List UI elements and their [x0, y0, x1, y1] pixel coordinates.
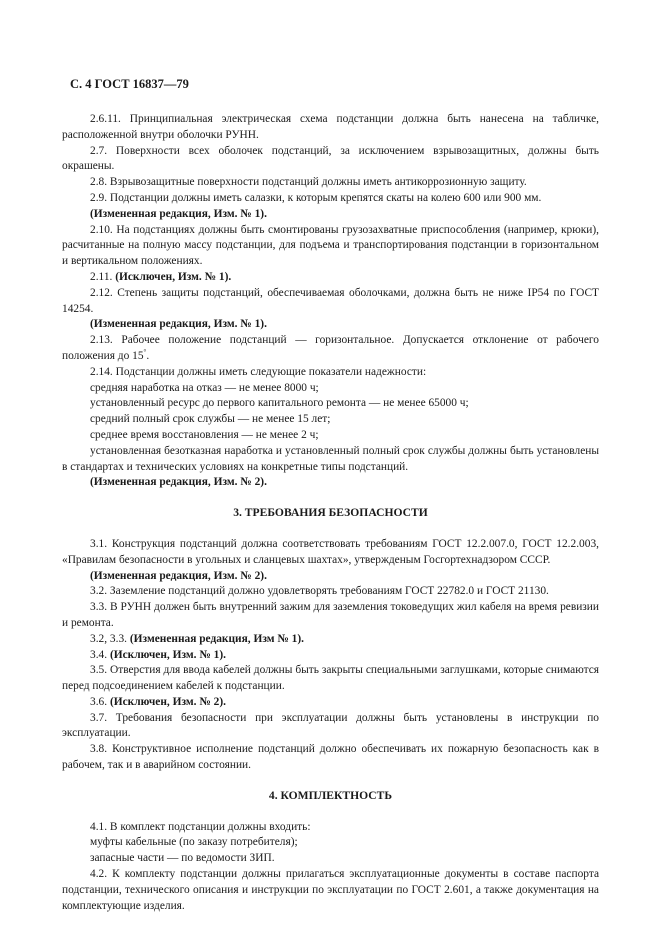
- paragraph-3-4: [62, 648, 599, 664]
- paragraph-2-12: 2.12. Степень защиты подстанций, обеспечиваемая оболочками, должна быть не ниже IP54 по ГОСТ 14254.: [62, 286, 599, 315]
- excluded-note: (Исключен, Изм. № 2).: [109, 695, 226, 708]
- paragraph-3-2-3-3-note: [62, 632, 599, 648]
- clause-number: 3.6.: [90, 695, 110, 708]
- kit-item: запасные части — по ведомости ЗИП.: [90, 852, 275, 865]
- paragraph-2-11: [62, 270, 599, 286]
- degree-sign: °: [143, 347, 147, 356]
- page-header: С. 4 ГОСТ 16837—79: [70, 77, 189, 91]
- clause-number: 3.4.: [90, 648, 110, 661]
- reliability-item: установленный ресурс до первого капитального ремонта — не менее 65000 ч;: [90, 397, 469, 410]
- excluded-note: (Исключен, Изм. № 1).: [109, 648, 226, 661]
- kit-item: муфты кабельные (по заказу потребителя);: [90, 836, 298, 849]
- paragraph-3-5: 3.5. Отверстия для ввода кабелей должны быть закрыты специальными заглушками, которые снимаются перед подсоединением кабелей к подстанции.: [62, 664, 599, 693]
- amendment-note: (Измененная редакция, Изм. № 2).: [90, 476, 267, 489]
- amendment-note: (Измененная редакция, Изм № 1).: [129, 632, 304, 645]
- reliability-item: средний полный срок службы — не менее 15 лет;: [90, 413, 331, 426]
- paragraph-2-14: 2.14. Подстанции должны иметь следующие показатели надежности:: [90, 365, 427, 378]
- paragraph-3-1: 3.1. Конструкция подстанций должна соответствовать требованиям ГОСТ 12.2.007.0, ГОСТ 12.2.003, «Правилам безопасности в угольных и сланцевых шахтах», утвержденым Госгортехнадзором СССР.: [62, 537, 599, 566]
- clause-number: 3.2, 3.3.: [90, 632, 130, 645]
- amendment-note: (Измененная редакция, Изм. № 2).: [90, 569, 267, 582]
- amendment-note: (Измененная редакция, Изм. № 1).: [90, 207, 267, 220]
- paragraph-3-8: 3.8. Конструктивное исполнение подстанций должно обеспечивать их пожарную безопасность как в рабочем, так и в аварийном состоянии.: [62, 743, 599, 772]
- clause-number: 2.11.: [90, 270, 116, 283]
- clause-text-end: .: [146, 349, 150, 362]
- paragraph-3-7: 3.7. Требования безопасности при эксплуатации должны быть установлены в инструкции по эксплуатации.: [62, 711, 599, 740]
- paragraph-3-3: 3.3. В РУНН должен быть внутренний зажим для заземления токоведущих жил кабеля на время ревизии и ремонта.: [62, 601, 599, 629]
- paragraph-4-2: 4.2. К комплекту подстанции должны прилагаться эксплуатационные документы в составе паспорта подстанции, технического описания и инструкции по эксплуатации по ГОСТ 2.601, а также документация на комплектующие изделия.: [62, 868, 599, 912]
- document-body: [62, 112, 599, 914]
- amendment-note: (Измененная редакция, Изм. № 1).: [90, 318, 267, 331]
- reliability-item: установленная безотказная наработка и установленный полный срок службы должны быть установлены в стандартах и технических условиях на конкретные типы подстанций.: [62, 444, 599, 473]
- paragraph-3-6: [62, 695, 599, 711]
- section-heading-completeness: 4. КОМПЛЕКТНОСТЬ: [268, 788, 393, 802]
- excluded-note: (Исключен, Изм. № 1).: [115, 270, 232, 283]
- paragraph-2-8: 2.8. Взрывозащитные поверхности подстанций должны иметь антикоррозионную защиту.: [90, 176, 527, 189]
- reliability-item: среднее время восстановления — не менее 2 ч;: [90, 428, 319, 441]
- paragraph-4-1: 4.1. В комплект подстанции должны входить:: [90, 820, 311, 833]
- paragraph-2-6-11: 2.6.11. Принципиальная электрическая схема подстанции должна быть нанесена на табличке, расположенной внутри оболочки РУНН.: [62, 113, 599, 141]
- reliability-item: средняя наработка на отказ — не менее 8000 ч;: [90, 381, 319, 394]
- paragraph-3-2: 3.2. Заземление подстанций должно удовлетворять требованиям ГОСТ 22782.0 и ГОСТ 21130.: [90, 585, 549, 598]
- section-heading-safety: 3. ТРЕБОВАНИЯ БЕЗОПАСНОСТИ: [233, 506, 428, 520]
- paragraph-2-13: [62, 333, 599, 365]
- paragraph-2-7: 2.7. Поверхности всех оболочек подстанций, за исключением взрывозащитных, должны быть окрашены.: [62, 144, 599, 173]
- clause-text: 2.13. Рабочее положение подстанций — горизонтальное. Допускается отклонение от рабочего положения до 15: [62, 334, 599, 362]
- paragraph-2-9: 2.9. Подстанции должны иметь салазки, к которым крепятся скаты на колею 600 или 900 мм.: [90, 191, 542, 204]
- paragraph-2-10: 2.10. На подстанциях должны быть смонтированы грузозахватные приспособления (например, крюки), расчитанные на полную массу подстанции, для подъема и транспортирования подстанции в горизонтальном и вертикальном положениях.: [62, 223, 599, 268]
